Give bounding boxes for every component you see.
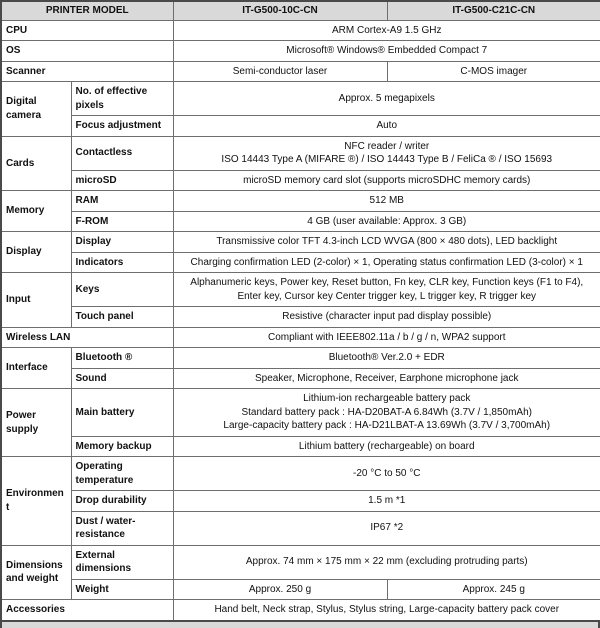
power-supply-category-label: Power supply: [1, 389, 71, 457]
memory-category-label: Memory: [1, 191, 71, 232]
row-dust-water-resistance: [1, 511, 600, 545]
ram-label: RAM: [71, 191, 173, 212]
operating-temperature-label: Operating temperature: [71, 457, 173, 491]
keys-label: Keys: [71, 273, 173, 307]
row-focus-adjustment: [1, 116, 600, 137]
next-section-cutoff-row: [0, 622, 600, 628]
os-value: Microsoft® Windows® Embedded Compact 7: [173, 41, 600, 62]
digital-camera-category-label: Digital camera: [1, 82, 71, 137]
wireless-lan-value: Compliant with IEEE802.11a / b / g / n, WPA2 support: [173, 327, 600, 348]
effective-pixels-label: No. of effective pixels: [71, 82, 173, 116]
main-battery-value-line-2: Standard battery pack : HA-D20BAT-A 6.84Wh (3.7V / 1,850mAh): [241, 406, 532, 418]
main-battery-value-line-1: Lithium-ion rechargeable battery pack: [303, 393, 471, 404]
row-main-battery: [1, 389, 600, 437]
bluetooth-label: Bluetooth ®: [71, 348, 173, 369]
scanner-label: Scanner: [1, 61, 173, 82]
indicators-label: Indicators: [71, 252, 173, 273]
display-category-label: Display: [1, 232, 71, 273]
main-battery-value-line-3: Large-capacity battery pack : HA-D21LBAT-A 13.69Wh (3.7V / 3,700mAh): [223, 420, 551, 431]
memory-backup-label: Memory backup: [71, 436, 173, 457]
scanner-value-model-1: Semi-conductor laser: [173, 61, 387, 82]
drop-durability-label: Drop durability: [71, 491, 173, 512]
header-model-2: IT-G500-C21C-CN: [387, 1, 600, 20]
dimensions-weight-category-label: Dimensions and weight: [1, 545, 71, 600]
environment-category-label: Environment: [1, 457, 71, 546]
row-contactless: [1, 136, 600, 170]
row-keys: [1, 273, 600, 307]
row-sound: [1, 368, 600, 389]
touch-panel-label: Touch panel: [71, 307, 173, 328]
operating-temperature-value: -20 °C to 50 °C: [173, 457, 600, 491]
weight-value-model-1: Approx. 250 g: [173, 579, 387, 600]
focus-adjustment-label: Focus adjustment: [71, 116, 173, 137]
main-battery-value: [173, 389, 600, 437]
row-scanner: [1, 61, 600, 82]
row-effective-pixels: [1, 82, 600, 116]
row-display: [1, 232, 600, 253]
focus-adjustment-value: Auto: [173, 116, 600, 137]
contactless-value-line-1: NFC reader / writer: [344, 140, 430, 152]
row-bluetooth: [1, 348, 600, 369]
input-category-label: Input: [1, 273, 71, 328]
row-microsd: [1, 170, 600, 191]
external-dimensions-label: External dimensions: [71, 545, 173, 579]
row-memory-backup: [1, 436, 600, 457]
keys-value: Alphanumeric keys, Power key, Reset button, Fn key, CLR key, Function keys (F1 to F4), Enter key, Cursor key Center trigger key, L trigger key, R trigger key: [173, 273, 600, 307]
sound-label: Sound: [71, 368, 173, 389]
row-wireless-lan: [1, 327, 600, 348]
indicators-value: Charging confirmation LED (2-color) × 1, Operating status confirmation LED (3-color) × 1: [173, 252, 600, 273]
weight-label: Weight: [71, 579, 173, 600]
microsd-label: microSD: [71, 170, 173, 191]
f-rom-label: F-ROM: [71, 211, 173, 232]
weight-value-model-2: Approx. 245 g: [387, 579, 600, 600]
accessories-value: Hand belt, Neck strap, Stylus, Stylus string, Large-capacity battery pack cover: [173, 600, 600, 621]
touch-panel-value: Resistive (character input pad display possible): [173, 307, 600, 328]
effective-pixels-value: Approx. 5 megapixels: [173, 82, 600, 116]
row-external-dimensions: [1, 545, 600, 579]
f-rom-value: 4 GB (user available: Approx. 3 GB): [173, 211, 600, 232]
row-accessories: [1, 600, 600, 621]
row-touch-panel: [1, 307, 600, 328]
row-cpu: [1, 20, 600, 41]
header-row: [1, 1, 600, 20]
dust-water-resistance-label: Dust / water-resistance: [71, 511, 173, 545]
dust-water-resistance-value: IP67 *2: [173, 511, 600, 545]
contactless-value-line-2: ISO 14443 Type A (MIFARE ®) / ISO 14443 Type B / FeliCa ® / ISO 15693: [221, 154, 553, 165]
os-label: OS: [1, 41, 173, 62]
row-f-rom: [1, 211, 600, 232]
row-indicators: [1, 252, 600, 273]
header-model-1: IT-G500-10C-CN: [173, 1, 387, 20]
cpu-value: ARM Cortex-A9 1.5 GHz: [173, 20, 600, 41]
accessories-label: Accessories: [1, 600, 173, 621]
main-battery-label: Main battery: [71, 389, 173, 437]
row-weight: [1, 579, 600, 600]
drop-durability-value: 1.5 m *1: [173, 491, 600, 512]
sound-value: Speaker, Microphone, Receiver, Earphone microphone jack: [173, 368, 600, 389]
row-ram: [1, 191, 600, 212]
cards-category-label: Cards: [1, 136, 71, 191]
microsd-value: microSD memory card slot (supports microSDHC memory cards): [173, 170, 600, 191]
row-operating-temperature: [1, 457, 600, 491]
scanner-value-model-2: C-MOS imager: [387, 61, 600, 82]
external-dimensions-value: Approx. 74 mm × 175 mm × 22 mm (excluding protruding parts): [173, 545, 600, 579]
bluetooth-value: Bluetooth® Ver.2.0 + EDR: [173, 348, 600, 369]
ram-value: 512 MB: [173, 191, 600, 212]
cpu-label: CPU: [1, 20, 173, 41]
wireless-lan-label: Wireless LAN: [1, 327, 173, 348]
contactless-value: [173, 136, 600, 170]
interface-category-label: Interface: [1, 348, 71, 389]
header-printer-model: PRINTER MODEL: [1, 1, 173, 20]
row-drop-durability: [1, 491, 600, 512]
display-label: Display: [71, 232, 173, 253]
memory-backup-value: Lithium battery (rechargeable) on board: [173, 436, 600, 457]
contactless-label: Contactless: [71, 136, 173, 170]
display-value: Transmissive color TFT 4.3-inch LCD WVGA (800 × 480 dots), LED backlight: [173, 232, 600, 253]
row-os: [1, 41, 600, 62]
